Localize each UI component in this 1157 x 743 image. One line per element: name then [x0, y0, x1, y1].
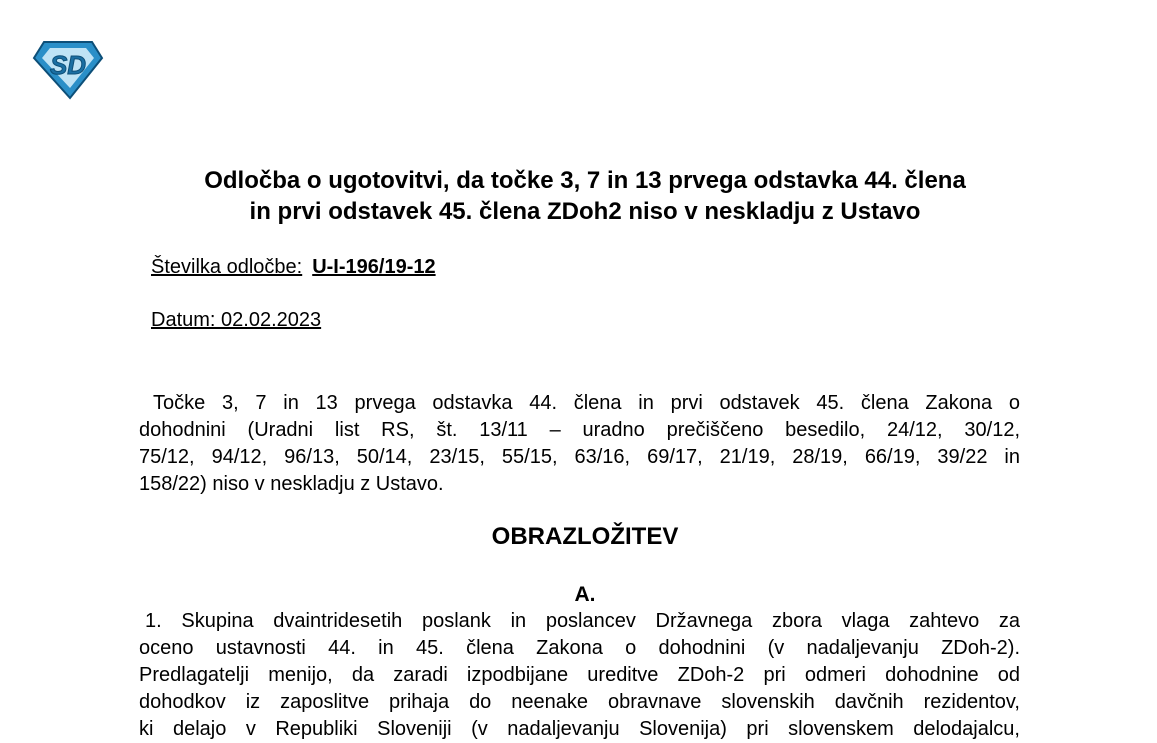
decision-number-value: U-I-196/19-12 — [312, 256, 436, 278]
svg-text:SD: SD — [49, 50, 87, 80]
text-line: ki delajo v Republiki Sloveniji (v nadaljevanju Slovenija) pri slovenskem delodajalcu, — [139, 718, 1020, 740]
section-heading-a: A. — [574, 583, 596, 606]
operative-part — [139, 390, 1020, 498]
decision-date: Datum: 02.02.2023 — [151, 309, 322, 331]
decision-number-label: Številka odločbe: — [151, 256, 303, 278]
title-line: in prvi odstavek 45. člena ZDoh2 niso v neskladju z Ustavo — [249, 198, 921, 225]
paragraph-1 — [139, 608, 1020, 743]
reasoning-heading: OBRAZLOŽITEV — [491, 523, 679, 550]
decision-number — [151, 256, 436, 279]
text-line: dohodkov iz zaposlitve prihaja do neenake obravnave slovenskih davčnih rezidentov, — [139, 691, 1020, 713]
title-line: Odločba o ugotovitvi, da točke 3, 7 in 13 prvega odstavka 44. člena — [204, 167, 966, 194]
text-line: 1. Skupina dvaintridesetih poslank in poslancev Državnega zbora vlaga zahtevo za — [145, 610, 1020, 632]
document-title — [0, 165, 1157, 227]
text-line: oceno ustavnosti 44. in 45. člena Zakona o dohodnini (v nadaljevanju ZDoh-2). — [139, 637, 1020, 659]
logo-image — [32, 40, 104, 100]
text-line: 158/22) niso v neskladju z Ustavo. — [139, 473, 444, 495]
text-line: Točke 3, 7 in 13 prvega odstavka 44. člena in prvi odstavek 45. člena Zakona o — [153, 392, 1020, 414]
text-line: Predlagatelji menijo, da zaradi izpodbijane ureditve ZDoh-2 pri odmeri dohodnine od — [139, 664, 1020, 686]
text-line: 75/12, 94/12, 96/13, 50/14, 23/15, 55/15, 63/16, 69/17, 21/19, 28/19, 66/19, 39/22 in — [139, 446, 1020, 468]
text-line: dohodnini (Uradni list RS, št. 13/11 – uradno prečiščeno besedilo, 24/12, 30/12, — [139, 419, 1020, 441]
